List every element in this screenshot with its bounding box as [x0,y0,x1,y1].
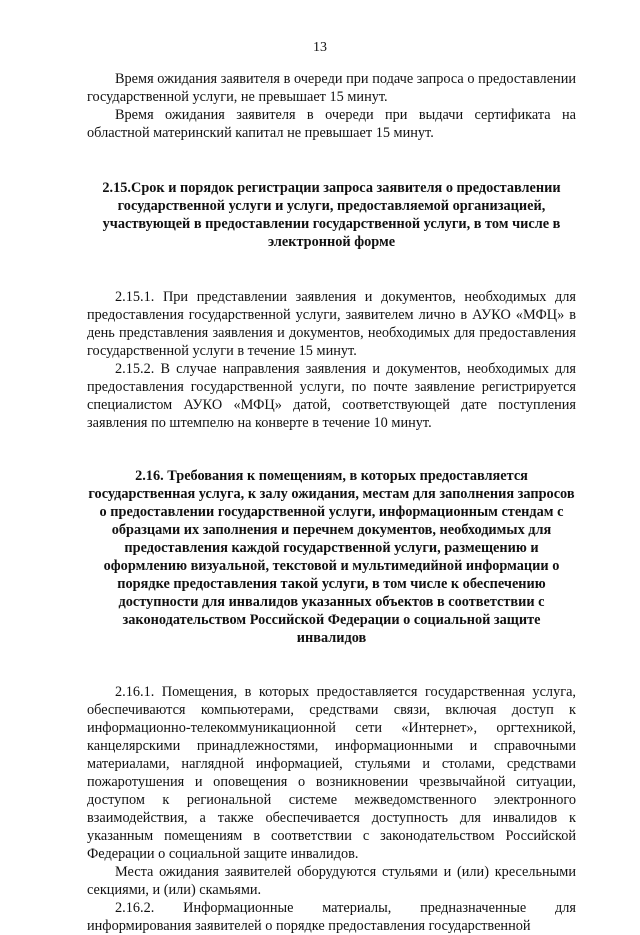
section-2-15-heading: 2.15.Срок и порядок регистрации запроса заявителя о предоставлении государственной услуги и услуги, предоставляемой организацией, участвующей в предоставлении государственной услуги, в том числе в электронной форме [102,180,561,250]
waiting-places-paragraph: Места ожидания заявителей оборудуются стульями и (или) кресельными секциями, и (или) скамьями. [87,864,576,898]
section-2-15-2-paragraph: 2.15.2. В случае направления заявления и документов, необходимых для предоставления государственной услуги, по почте заявление регистрируется специалистом АУКО «МФЦ» датой, соответствующей дате поступления заявления по штемпелю на конверте в течение 10 минут. [87,361,576,431]
page-number: 13 [313,40,327,55]
section-2-16-1-paragraph: 2.16.1. Помещения, в которых предоставляется государственная услуга, обеспечиваются компьютерами, средствами связи, включая доступ к информационно-телекоммуникационной сети «Интернет», оргтехникой, канцелярскими принадлежностями, информационными и справочными материалами, наглядной информацией, стульями и столами, средствами пожаротушения и оповещения о возникновении чрезвычайной ситуации, доступом к региональной системе межведомственного электронного взаимодействия, а также обеспечивается доступность для инвалидов к указанным помещениям в соответствии с законодательством Российской Федерации о социальной защите инвалидов. [87,684,576,862]
section-2-15-1-paragraph: 2.15.1. При представлении заявления и документов, необходимых для предоставления государственной услуги, заявителем лично в АУКО «МФЦ» в день представления заявления и документов, необходимых для предоставления государственной услуги в течение 15 минут. [87,289,576,359]
document-body [87,70,576,935]
intro-paragraph-1: Время ожидания заявителя в очереди при подаче запроса о предоставлении государственной услуги, не превышает 15 минут. [87,71,576,105]
section-2-16-2-paragraph: 2.16.2. Информационные материалы, предназначенные для информирования заявителей о порядке предоставления государственной [87,900,576,934]
section-2-16-heading: 2.16. Требования к помещениям, в которых предоставляется государственная услуга, к залу ожидания, местам для заполнения запросов о предоставлении государственной услуги, информационным стендам с образцами их заполнения и перечнем документов, необходимых для предоставления каждой государственной услуги, размещению и оформлению визуальной, текстовой и мультимедийной информации о порядке предоставления такой услуги, в том числе к обеспечению доступности для инвалидов указанных объектов в соответствии с законодательством Российской Федерации о социальной защите инвалидов [88,468,575,646]
intro-paragraph-2: Время ожидания заявителя в очереди при выдачи сертификата на областной материнский капитал не превышает 15 минут. [87,107,576,141]
